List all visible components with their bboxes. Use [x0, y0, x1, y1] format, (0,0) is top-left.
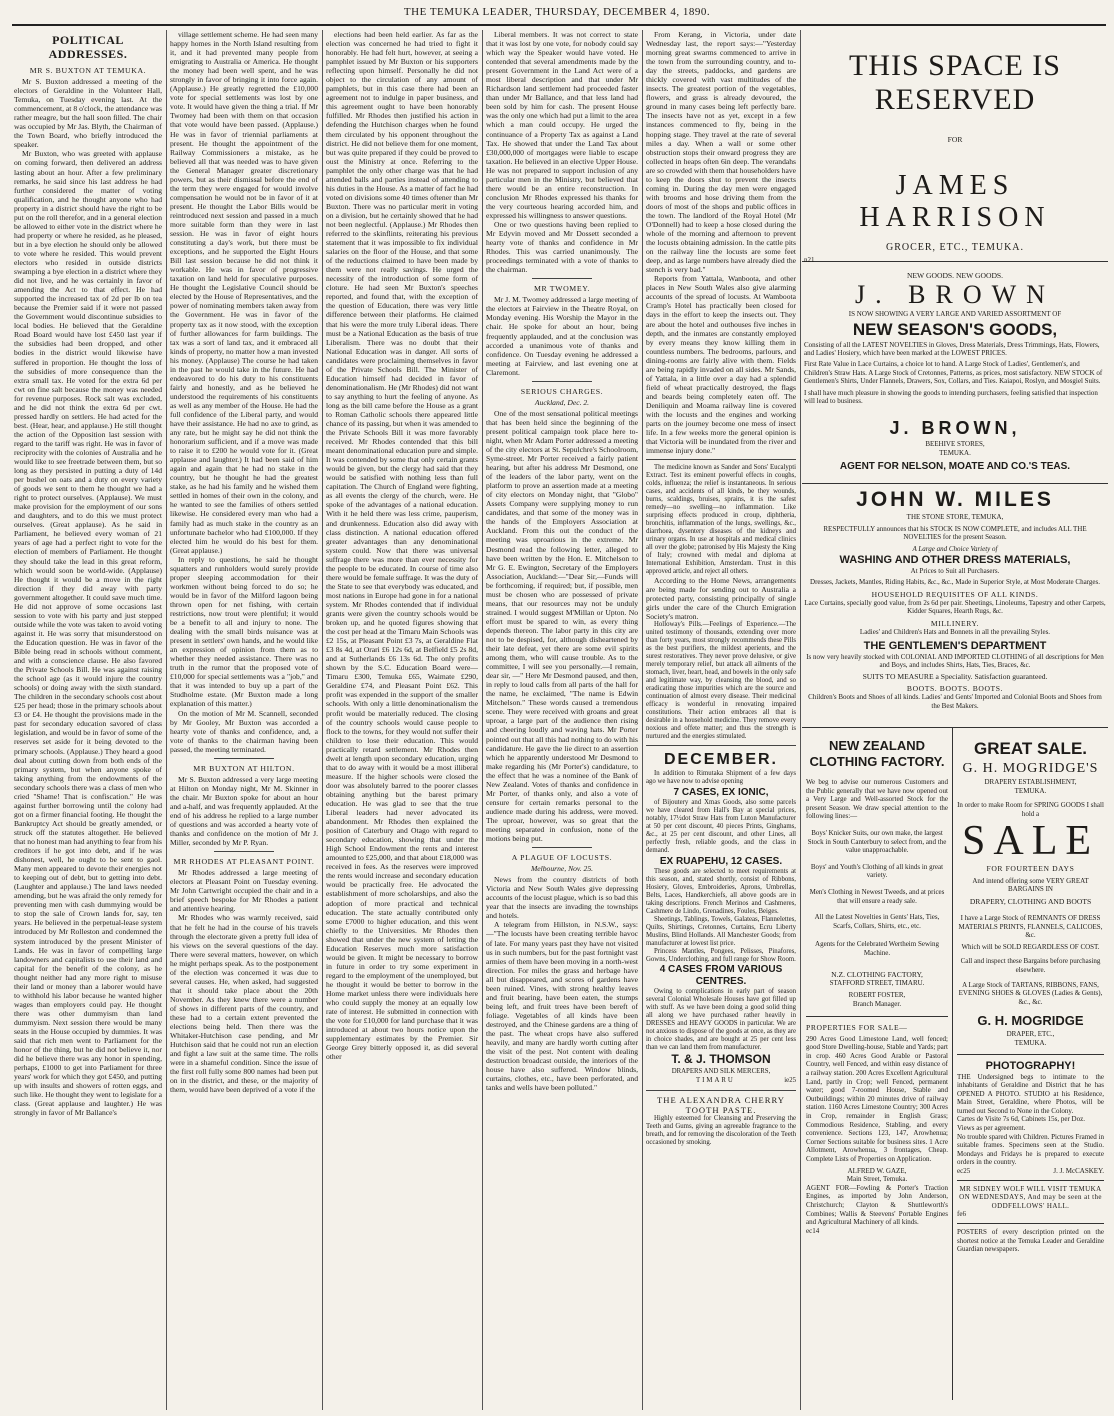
column-rule	[482, 30, 483, 1410]
article-paragraph: On the motion of Mr M. Scannell, seconded by Mr Gooley, Mr Buxton was accorded a hearty vote of thanks and confidence, and, a vote of thanks to the chairman having been passed, the meeting terminated.	[170, 708, 318, 754]
sidney-text: MR SIDNEY WOLF WILL VISIT TEMUKA ON WEDNESDAYS, And may be seen at the ODDFELLOWS' HALL.	[959, 1184, 1102, 1210]
december-intro: In addition to Rimutaka Shipment of a few days ago we have now to advise opening	[646, 770, 796, 786]
article-paragraph: Mr S. Buxton addressed a very large meeting at Hilton on Monday night, Mr M. Skinner in the chair. Mr Buxton spoke for about an hour and a-half, and was frequently applauded. At the end of his address he replied to a large number of questions and was accorded a hearty vote of thanks and confidence on the motion of Mr J. Miller, seconded by Mr P. Ryan.	[170, 774, 318, 848]
article-paragraph: elections had been held earlier. As far as the election was concerned he had tried to fight it honorably. He had felt hurt, however, at seeing a pamphlet issued by Mr Buxton or his supporters reflecting upon himself. Personally he did not object to the circulation of any amount of pamphlets, but in this case there had been an agreement not to indulge in paper business, and this agreement ought to have been honorably fulfilled. Mr Rhodes then justified his action in defending the Hutchison charges when he found them circulated by his opponent throughout the district. He did not believe them for one moment, but was quite prepared if they could be proved to oust the Ministry at once. Referring to the pamphlet the only other charge was that he had attended balls and parties instead of attending to his duties in the House. As a matter of fact he had voted on divisions some 40 times oftener than Mr Buxton. There was no particular merit in voting on a division, but he certainly showed that he had not been neglectful. (Applause.) Mr Rhodes then referred to the skinflints, reiterating his previous statement that it was impossible to fix individual salaries on the floor of the House, and that some of the reductions claimed to have been made by them were not really savings. He urged the necessity of the introduction of some form of cloture. He had seen Mr Buxton's speeches reported, and found that, with the exception of the question of Education, there was very little difference between their platforms. He claimed that his were the more truly Liberal ideas. There must be a National Education as the basis of true Liberalism. There was no doubt that their National Education was in danger. All sorts of candidates were proclaiming themselves in favor of the Private Schools Bill. The Minister of Education himself had decided in favor of denominationalism. He (Mr Rhodes) did not want to say anything to hurt the feeling of anyone. As long as the bill came before the House as a grant to Roman Catholic schools there appeared little chance of its passing, but when it was amended to the Private Schools Bill it was more favorably received. Mr Rhodes contended that this bill meant denominational education pure and simple. It was contended by some that only certain grants would be given, but the clergy had said that they would be satisfied with nothing less than full capitation. The Church of England were fighting, as all events the clergy of the church, were. He spoke of the advantages of a national education. With it he held there was less crime, pauperism, and drunkenness. Education also did away with class distinction. A national education offered greater advantages than any denominational system could. Now that there was universal suffrage there was more than ever necessity for the people to be educated. In course of time also there would be female suffrage. It was the duty of the State to see that everybody was educated, and most nations in Europe had gone in for a national system. Mr Rhodes contended that if individual grants were given the country schools would be broken up, and he quoted figures showing that the cost per head at the Timaru Main Schools was £2 15s, at Pleasant Point £3 7s, at Geraldine Flat £3 8s 4d, at Orari £6 12s 6d, at Belfield £5 2s 8d, and at Sutherlands £6 13s 6d. The only profits shown by the S.C. Education Board were—Timaru £300, Temuka £65, Waimate £290, Geraldine £74, and Pleasant Point £62. This profit was expended in the support of the smaller schools. With only a little denominationalism the profit would be materially reduced. The closing of the country schools would cause people to flock to the towns, for they would not suffer their children to lose their education. This would practically retard settlement. Mr Rhodes then dwelt at length upon secondary education, urging that to do away with it would be a most illiberal measure. If the higher schools were closed the door was absolutely barred to the poorer classes obtaining anything but the barest primary education. He was glad to see that the true Liberal leaders had never advocated its abandonment. Mr Rhodes then explained the position of Caterbury and Otago with regard to secondary education, showing that under the High School Endowment the rents and interest amounted to £25,000, and that about £18,000 was received in fees. As the reserves were improved the rents would increase and secondary education would be practically free. He advocated the establishment of more scholarships, and also the adoption of more practical and technical education. The state actually contributed only some £7000 to higher education, and this went chiefly to the Universities. Mr Rhodes then showed that under the new system of letting the Education Reserves much more satisfaction would be given. It might be necessary to borrow in future in order to try some experiment in regard to the employment of the unemployed, but he thought it would be better to borrow in the Home market unless there were individuals here who could supply the money at an equally low rate of interest. He submitted in connection with the vote for £10,000 for land purchase that it was introduced at about two hours notice upon the supplementary estimates by the Premier. Sir George Grey bitterly opposed it, as did several other	[326, 30, 478, 1062]
sale-word: SALE	[962, 818, 1099, 865]
article-heading: MR RHODES AT PLEASANT POINT.	[173, 857, 315, 867]
properties-agent-street: Main Street, Temuka.	[846, 1175, 908, 1184]
nzc-close-street: STAFFORD STREET, TIMARU.	[829, 978, 925, 987]
article-paragraph: Reports from Yattala, Wanboota, and other places in New South Wales also give alarming accounts of the spread of locusts. At Wamboota Cramp's Hotel has practically been closed for days in the effort to keep the insects out. They are about the hotel and outhouses five inches in depth, and the inmates are constantly employed by every means they know killing them in countless numbers. The bedrooms, parlours, and dining-rooms are fairly alive with them. Fields are being rapidly invaded on all sides. Mr Sands, of Yattala, in a little over a day had a splendid field of wheat practically destroyed, the flags and beards being completely eaten off. The Deniliquin and Moama railway line is covered with the locusts and the engines and working parts on the journey become one mess of insect life. In a few weeks more the general opinion is that Victoria will be inundated from the river and immense injury done."	[646, 274, 796, 456]
divider	[646, 459, 796, 460]
cases-heading: 4 CASES FROM VARIOUS CENTRES.	[659, 964, 783, 988]
column-rule	[322, 30, 323, 1410]
dateline: Auckland, Dec. 2.	[534, 397, 590, 407]
sale-drapery: DRAPERY, CLOTHING AND BOOTS	[969, 896, 1092, 906]
sale-sold: Which will be SOLD REGARDLESS OF COST.	[961, 942, 1100, 951]
cherry-text: Highly esteemed for Cleansing and Preserving the Teeth and Gums, giving an agreeable fragrance to the breath, and for removing the discoloration of the Teeth occasioned by smoking.	[646, 1114, 796, 1146]
column-3	[326, 30, 478, 1410]
mogridge-advert	[953, 728, 1108, 1400]
nzc-line: Agents for the Celebrated Wertheim Sewing Machine.	[815, 940, 939, 957]
miles-suits: SUITS TO MEASURE a Speciality. Satisfaction guaranteed.	[862, 671, 1048, 681]
article-heading: SERIOUS CHARGES.	[520, 386, 604, 396]
divider	[532, 381, 593, 382]
brown2-name: J. BROWN,	[889, 417, 1021, 438]
advert-code: fe6	[957, 1210, 966, 1219]
article-paragraph: Mr Buxton, who was greeted with applause on coming forward, then delivered an address lasting about an hour. After a few preliminary remarks, he said since his last address he had further considered the matter of voting qualification, and he thought anyone who had property in a district should have the right to be put on the roll therefor, and in a general election be allowed to either vote in the district where he had property or where he resided, as he pleased, but in a bye election he should only be allowed to vote where he resided. This would prevent electors who resided in outside districts swamping a bye election in a district where they did not live, and he was certainly in favor of amending the Act to that effect. He had supported the increased tax of 2d per lb on tea because the Premier said if it were not passed the Government would discontinue subsidies to local bodies. He believed that the Geraldine Road Board would have lost £450 last year if the subsidies had been dropped, and other bodies in the district would likewise have suffered in proportion. He thought the loss of the subsidies of more consequence than the extra small tax. He voted for the extra 6d per cwt on fine salt because the money was needed for revenue purposes. Rock salt was excluded, and he did not think the extra 6d per cwt. pressed hardly on settlers. He had acted for the best. (Hear, hear, and applause.) He still thought the action of the Opposition last session with regard to the tariff was right. He was in favor of reciprocity with the colonies of Australia and he would like to see freetrade between them, but so long as they persisted in putting a duty of 14d per bushel on oats and a duty on every variety of goods we sent to them he thought we had a right to protect ourselves. (Applause). We must make provision for the employment of our sons and daughters, and to do this we must protect ourselves. (Great applause). As he said in Parliament, he believed every woman of 21 years of age had a perfect right to vote for the election of members of Parliament. He thought they should take the lead in this great reform, which would soon be world-wide. (Applause) He thought it would be a move in the right direction if they did away with party government altogether. It could save much time. He did not approve of some occasions last session to vote with his party and just stepped outside while the vote was taken to avoid voting against it. He was sorry that misunderstood on the Education question. He was in favor of the Bible being read in schools without comment, and with a conscience clause. He also favored the Private Schools Bill. He was against raising the school age (as it would injure the country schools) or doing away with the sixth standard. The children in the secondary schools cost about £25 per head; those in the primary schools about £3 or £4. He thought the provisions made in the past for secondary education savored of class legislation, and would be in favor of some of the reserves set aside for it being devoted to the primary schools. (Applause.) They heard a good deal about cutting down from both ends of the primary system, but when anyone spoke of taking anything from the endowments of the secondary schools there was a class of men who cried "Shame! That is confiscation." He was against further borrowing until the colony had got on a firmer financial footing. He thought the Bankruptcy Act should be greatly amended, or struck off the statutes altogether. He believed that no honest man had anything to fear from his creditors if he got into debt, and if he was dishonest, well, he ought to be sent to gaol. Many men appeared to devote their energies not to keeping out of debt, but to getting into debt. (Laughter and applause.) The land laws needed amending, but he was afraid the only remedy for preventing men with cash dummying would be to stop the sale of Crown lands for, say, ten years. He believed in the perpetual-lease system introduced by Mr Rolleston and condemned the system introduced by the present Minister of Lands. He was in favor of compelling large landowners and capitalists to use their land and capital for the benefit of the colony, as he thought neither had any more right to misuse their land or money than a laborer would have to withhold his labor because he wanted higher wages than employers could pay. He thought there was other dummyism than land dummyism. Next session there would be many seats in the House occupied by dummies. It was said that rich men went to Parliament for the honor of the thing, but he did not believe it, nor did he believe there was any honor in spending, perhaps, £1000 to get into Parliament for three years' work for which they got £450, and putting up with insults and showers of rotten eggs, and such like. He thought they went to legislate for a class. (Great applause and laughter.) He was strongly in favor of Mr Ballance's	[14, 149, 162, 1118]
sale-place: TEMUKA.	[1014, 786, 1047, 795]
masthead-rule	[12, 24, 1106, 26]
cases-text: Owing to complications in early part of season several Colonial Wholesale Houses have got filled up with stuff. As we have been doing a good solid thing all along we have purchased rather heavily in DRESSES and HEAVY GOODS in particular. We are not anxious to dispose of the goods at once, as they are in choice shades, and are bought at 25 per cent less than we can land them from manufacturer.	[646, 988, 796, 1052]
nzc-line: All the Latest Novelties in Gents' Hats, Ties, Scarfs, Collars, Shirts, etc., etc.	[814, 913, 940, 930]
advert-code: ie25	[784, 1077, 796, 1085]
article-paragraph: In reply to questions, he said he thought squatters and runholders would surely provide proper sleeping accommodation for their workmen without being forced to do so; he would be in favor of the Milford lagoon being thrown open for net fishing, with certain restrictions, now trout were plentiful; it would be a benefit to all and injury to none. The dealing with the small birds nuisance was at present in settlers' own hands, and he would like an expression of opinion from them as to whether they needed assistance. There was no truth in the rumor that the proposed vote of £10,000 for special settlements was a "job," and that it was intended to buy up a part of the Studholme estate. (Mr Buxton made a long explanation of this matter.)	[170, 554, 318, 709]
thomson-name: T. & J. THOMSON	[671, 1052, 771, 1067]
article-heading: MR BUXTON AT HILTON.	[193, 763, 295, 773]
miles-variety: A Large and Choice Variety of	[912, 544, 998, 553]
cases-heading: 7 CASES, EX IONIC,	[673, 787, 769, 799]
article-paragraph: From Kerang, in Victoria, under date Wednesday last, the report says:—"Yesterday morning great swarms commenced to arrive in the town from the surrounding country, and to-day the streets, paddocks, and gardens are thickly covered with vast multitudes of the insects. The greatest portion of the vegetables, flowers, and grass is already devoured, the ground in many cases being left perfectly bare. The insects have not as yet, except in a few instances commenced to fly, being in the hopping stage. They travel at the rate of several miles a day. When a wall or some other obstruction stops their onward progress they are collected in heaps often 6in deep. The verandahs are so crowded with them that householders have to keep the doors shut to prevent the insects coming in. During the day men were engaged with brooms and hose driving them from the doors of most of the shops and public offices in the town. The landlord of the Royal Hotel (Mr O'Donnell) had to keep a hose closed during the whole of the morning and afternoon to prevent the locusts obtaining admission. In the cattle pits on the railway line the locusts are some feet deep, and as large numbers have already died the stench is very bad."	[646, 30, 796, 275]
column-5	[646, 30, 796, 1410]
nzc-close-role: Branch Manager.	[852, 999, 902, 1008]
brown-close: I shall have much pleasure in showing the goods to intending purchasers, feeling satisfied that inspection will lead to business.	[804, 388, 1098, 406]
column-4	[486, 30, 638, 1410]
properties-agent-text: AGENT FOR—Fowling & Porter's Traction Engines, as imported by John Anderson, Christchurch; Clayton & Shuttleworth's Combines; Wallis & Steevens' Portable Engines and Agricultural Machinery of all kinds.	[806, 1183, 948, 1227]
miles-washing: WASHING AND OTHER DRESS MATERIALS,	[839, 554, 1071, 567]
miles-lace: Lace Curtains, specially good value, from 2s 6d per pair. Sheetings, Linoleums, Tapestry and other Carpets, Kidder Squares, Hearth Rugs, &c.	[804, 598, 1106, 616]
photo-prices: Cartes de Visite 7s 6d, Cabinets 15s, per Doz. Views as per agreement.	[957, 1115, 1085, 1133]
advertisements-column	[802, 30, 1108, 1410]
section-title: POLITICAL ADDRESSES.	[48, 33, 128, 61]
cases-text: Princess Mantles, Pongees, Pelisses, Pinafores, Gowns, Underclothing, and full range for Show Room.	[646, 948, 796, 964]
cherry-title: THE ALEXANDRA CHERRY TOOTH PASTE.	[657, 1094, 785, 1115]
divider	[532, 278, 593, 279]
photo-name: J. J. McCASKEY.	[1053, 1167, 1104, 1176]
harrison-trade: GROCER, ETC., TEMUKA.	[885, 242, 1025, 254]
advert-code: n21	[804, 256, 815, 265]
article-paragraph: village settlement scheme. He had seen many happy homes in the North Island resulting from it, and it had prevented many people from emigrating to Australia or America. He thought the money had been well spent, and he was strongly in favor of bringing it into force again. (Applause.) He greatly regretted the £10,000 vote for special settlements was lost by one vote. It would have given the thing a trial. If Mr Twomey had been with them on that occasion that vote would have been passed. (Applause.) He was in favor of triennial parliaments at present. He thought the appointment of the Railway Commissioners a mistake, as he believed all that was needed was to have given the General Manager greater discretionary powers, but as their dismissal before the end of the term they were engaged for would involve compensation he would not be in favor of it at present. He thought the Labor Bills would be reintroduced next session and passed in a much more suitable form than they were in last session. He was in favor of eight hours constituting a day's work, but there must be exceptions, and he supported the Eight Hours Bill last session because he did not think it workable. He was in favor of progressive taxation on land held for speculative purposes. He thought the Legislative Council should be elected by the House of Representatives, and the power of nominating members taken away from the Government. He was in favor of the property tax as it now stood, with the exception of further allowances for farm buildings. The tax was a sort of land tax, and it embraced all kinds of property, no matter how a man invested his money. (Applause) The course he had taken in the past he would take in the future. He had endeavored to do his duty to his constituents fairly and honestly, and as he believed he understood the requirements of his constituents as well as any member of the House. He had the full confidence of the Liberal party, and would have their assistance. He had no axe to grind, as any rate, but he might say he did not think the honorarium sufficient, and if a move was made to raise it to £200 he would vote for it. (Great applause and laughter.) It had been said of him again and again that he had no stake in the country, but he thought he had the greatest stake, as he had his family and he wished them settled in homes of their own in the colony, and he wanted to see the families of others settled likewise. He considered every man who had a family had as much stake in the country as an unfortunate bachelor who had £100,000. If they elected him he would do his best for them. (Great applause.)	[170, 30, 318, 555]
article-paragraph: Mr S. Buxton addressed a meeting of the electors of Geraldine in the Volunteer Hall, Temuka, on Tuesday evening last. At the commencement, at 8 o'clock, the attendance was rather meagre, but the hall soon filled. The chair was occupied by Mr Jas. Blyth, the Chairman of the Town Board, who briefly introduced the speaker.	[14, 77, 162, 150]
column-1	[14, 30, 162, 1410]
advert-code: ec25	[957, 1167, 971, 1176]
advert-paragraph: Holloway's Pills.—Feelings of Experience.—The united testimony of thousands, extending over more than forty years, most strongly recommends these Pills as the best purifiers, the mildest aperients, and the surest restoratives. They never prove delusive, or give merely temporary relief, but attack all ailments of the stomach, liver, heart, head, and bowels in the only safe and legitimate way, by cleansing the blood, and so eradicating those impurities which are the source and continuation of almost every disease. Their medicinal efficacy is wonderful in renovating impaired constitutions. Their action embraces all that is desirable in a household medicine. They remove every noxious and offete matter; and thus the strength is nurtured and the energies stimulated.	[646, 621, 796, 741]
cases-heading: EX RUAPEHU, 12 CASES.	[659, 856, 783, 868]
miles-boots-text: Children's Boots and Shoes of all kinds. Ladies' and Gents' Imported and Colonial Boots and Shoes from the Best Makers.	[808, 693, 1102, 710]
photo-title: PHOTOGRAPHY!	[985, 1059, 1076, 1072]
column-2	[170, 30, 318, 1410]
december-title: DECEMBER.	[663, 751, 778, 769]
divider	[957, 1223, 1104, 1224]
brown-headline: NEW SEASON'S GOODS,	[852, 319, 1058, 339]
divider	[214, 758, 273, 759]
miles-millinery: MILLINERY.	[930, 618, 980, 628]
nzc-line: Boys' and Youth's Clothing of all kinds in great variety.	[810, 862, 944, 880]
nzc-title: NEW ZEALAND CLOTHING FACTORY.	[809, 738, 945, 769]
article-paragraph: One of the most sensational political meetings that has been held since the beginning of the present political campaign took place here to-night, when Mr Adam Porter addressed a meeting of the city electors at St. Sepulchre's Schoolroom, Syme-street. Mr Porter received a fairly patient hearing, but after his address Mr Desmond, one of the leaders of the labor party, went on the platform to prove an assertion made at a meeting of city electors on Monday night, that "Globo" Assets Company were supplying money to run candidates, and that some of the money was in the hands of the Employers Association at Auckland. From this out the conduct of the meeting was uproarious in the extreme. Mr Desmond read the following letter, alleged to have been written by the Hon. E. Mitchelson to Mr G. E. Ewington, Secretary of the Employers Association, Auckland:—"Dear Sir,—Funds will be forthcoming, if required; but, if possible, men must be chosen who are possessed of private means, that our resources may not be unduly strained. I would suggest M'Millan or Upton. No effort must be spared to win, as every thing depends thereon. The labor party in this city are not to be despised, for, although disheartened by their late defeat, yet there are some evil spirits among them, who will cause trouble. As to the committee, I will see you personally.—I remain, dear sir, —" Here Mr Desmond paused, and then, in reply to loud calls from all parts of the hall for the name, he exclaimed, "The name is Edwin Mitchelson." These words caused a tremendous scene. They were received with groans and great uproar, a large part of the audience then rising and cheering loudly and waving hats. Mr Porter pointed out that all this had nothing to do with his candidature. He gave the lie direct to an assertion which he apparently understood Mr Desmond to make regarding his (Mr Porter's) candidature, to the effect that he was a nominee of the Bank of New Zealand. Votes of thanks and confidence in Mr Porter, of thanks only, and also a vote of censure for certain remarks personal to the audience made during his address, were moved. The uproar, however, was so great that the meeting separated in confusion, none of the motions being put.	[486, 408, 638, 844]
miles-text: RESPECTFULLY announces that his STOCK IS NOW COMPLETE, and includes ALL THE NOVELTIES for the present Season.	[823, 524, 1087, 542]
sale-name: G. H. MOGRIDGE'S	[962, 761, 1099, 776]
article-heading: A PLAGUE OF LOCUSTS.	[511, 853, 613, 863]
article-paragraph: Liberal members. It was not correct to state that it was lost by one vote, for nobody could say which way the Speaker would have voted. He contended that several amendments made by the present Government in the Land Act were of a most liberal description and that under Mr Richardson land settlement had proceeded faster than under Mr Ballance, and that less land had been sold by him for cash. The present House was the only one which had put a limit to the area which a man could occupy. He urged the continuance of a Property Tax as against a Land Tax. He showed that under the Land Tax about £30,000,000 of mortgages were liable to escape taxation. He believed in an elective Upper House. He was not prepared to support inclusion of any particular men in the Ministry, but believed that there would be an entire reconstruction. In conclusion Mr Rhodes expressed his thanks for the very courteous hearing accorded him, and expressed his willingness to answer questions.	[486, 30, 638, 220]
article-paragraph: News from the country districts of both Victoria and New South Wales give depressing accounts of the locust plague, which is so bad this year that the insects are invading the townships and hotels.	[486, 875, 638, 921]
photo-text: THE Undersigned begs to intimate to the inhabitants of Geraldine and District that he has OPENED A PHOTO. STUDIO at his Residence, Main Street, Geraldine, where Photos, will be turned out Second to None in the Colony.	[957, 1072, 1104, 1115]
sale-sub: DRAPERY ESTABLISHMENT,	[984, 778, 1077, 786]
column-rule	[166, 30, 167, 1410]
nzc-close: N.Z. CLOTHING FACTORY,	[831, 969, 923, 979]
harrison-advert	[802, 30, 1108, 265]
miles-dresses: Dresses, Jackets, Mantles, Riding Habits, &c., &c., Made in Superior Style, at Most Moderate Charges.	[810, 577, 1100, 586]
brown-lines: First Rate Value in Lace Curtains, a choice lot to hand. A Large Stock of Ladies', Gentlemen's, and Children's Straw Hats. A Large Stock of Cretonnes, Patterns, as prices, most satisfactory. NEW STOCK of Gentlemen's Shirts, Under Flannels, Drawers, Sox, Collars, and Ties. Kaiapoi, Roslyn, and Mosgiel Suits.	[804, 359, 1103, 386]
column-rule	[800, 30, 801, 1410]
miles-washing-sub: At Prices to Suit all Purchasers.	[910, 567, 1000, 576]
nzc-line: Boys' Knicker Suits, our own make, the largest Stock in South Canterbury to select from, and the value unapproachable.	[807, 828, 947, 855]
photo-note: No trouble spared with Children. Pictures Framed in suitable frames. Specimens seen at the Studio. Mondays and Fridays he is prepared to execute orders in the country.	[957, 1132, 1104, 1167]
sale-intro: In order to make Room for SPRING GOODS I shall hold a	[957, 801, 1104, 818]
divider	[957, 1054, 1104, 1055]
posters-text: POSTERS of every description printed on the shortest notice at the Temuka Leader and Geraldine Guardian newspapers.	[957, 1228, 1104, 1254]
sale-call: Call and inspect these Bargains before purchasing elsewhere.	[960, 957, 1101, 974]
nzc-close-name: ROBERT FOSTER,	[848, 991, 906, 1000]
properties-agent: ALFRED W. GAZE,	[847, 1166, 907, 1175]
miles-advert	[802, 484, 1108, 728]
advert-code: ec14	[806, 1226, 820, 1235]
dateline: Melbourne, Nov. 25.	[530, 864, 594, 874]
advert-paragraph: The medicine known as Sander and Sons' Eucalypti Extract. Test its eminent powerful effects in coughs, colds, influenza; the relief is instantaneous. In serious cases, and accidents of all kinds, be they wounds, burns, scaldings, bruises, sprains, it is the safest remedy—no swelling—no inflammation. Like surprising effects produced in croup, diphtheria, bronchitis, inflammation of the lungs, swellings, &c., diarrhoea, dysentery diseases of the kidneys and urinary organs. In use at hospitals and medical clinics all over the globe; patronised by His Majesty the King of Italy; crowned with medal and diploma at International Exhibition, Amsterdam. Trust in this approved article, and reject all others.	[646, 464, 796, 576]
brown2-place: TEMUKA.	[939, 448, 971, 457]
brown2-agent: AGENT FOR NELSON, MOATE AND CO.'S TEAS.	[839, 461, 1071, 473]
article-paragraph: Mr Rhodes who was warmly received, said that he felt he had in the course of his travels through the electorate given a pretty full idea of his views on the several questions of the day. There were several matters, however, on which he might perhaps speak. As to the postponement of the election was concerned it was due to several causes. He, when asked, had suggested that it should take place about the 20th November. As they knew there were a number of shows in different parts of the country, and these had to a certain extent prevented the elections being held. Then there was the Whitaker-Hutchison case pending, and Mr Hutchison said that he could not run an election and fight a law suit at the same time. The rolls were in a shameful condition. Since the issue of the first roll fully some 800 names had been put on in the district, and these, or the majority of them, would have been deprived of a vote if the	[170, 913, 318, 1095]
article-paragraph: One or two questions having been replied to Mr Edyvin moved and Mr Dossett seconded a hearty vote of thanks and confidence in Mr Rhodes. This was carried unanimously. The proceedings terminated with a vote of thanks to the chairman.	[486, 219, 638, 275]
sale-remnants: I have a Large Stock of REMNANTS OF DRESS MATERIALS PRINTS, FLANNELS, CALICOES, &c.	[958, 913, 1103, 940]
sale-great: GREAT SALE.	[973, 739, 1088, 758]
article-paragraph: According to the Home News, arrangements are being made for sending out to Australia a protected party, consisting principally of single girls under the care of the Church Emigration Society's matron.	[646, 576, 796, 622]
miles-name: JOHN W. MILES	[856, 488, 1054, 511]
article-paragraph: Mr Rhodes addressed a large meeting of electors at Pleasant Point on Tuesday evening. Mr John Cartwright occupied the chair and in a brief speech bespoke for Mr Rhodes a patient and attentive hearing.	[170, 868, 318, 914]
reserved-for: FOR	[947, 135, 963, 144]
properties-title: PROPERTIES FOR SALE—	[806, 1023, 908, 1033]
article-paragraph: Mr J. M. Twomey addressed a large meeting of the electors at Fairview in the Theatre Royal, on Monday evening. His Worship the Mayor in the chair. He spoke for about an hour, being frequently applauded, and at the conclusion was accorded a unanimous vote of thanks and confidence. On Tuesday evening he addressed a meeting at Fairview, and last evening one at Claremont.	[486, 295, 638, 377]
sale-ribbons: A Large Stock of TARTANS, RIBBONS, FANS, EVENING SHOES & GLOVES (Ladies & Gents), &c., &c.	[958, 980, 1103, 1006]
properties-text: 290 Acres Good Limestone Land, well fenced; good Store Dwelling-house, Stable and Yards; part in crop. 460 Acres Good Arable or Pastoral Country, well Fenced, and within easy distance of a railway station. 200 Acres Excellent Agricultural Land, partly in Crop; well Fenced, permanent water; good 7-roomed House, Stable and Outbuildings; within 20 minutes drive of railway station. 1160 Acres Limestone Country; 300 Acres in Crop, remainder in English Grass; Commodious Residence, Stabling, and every convenience. Sections 123, 147, Arowhenua; Corner Sections suitable for business sites. 1 Acre Allotment, Arowhenua, 3 frontages, Cheap. Complete Lists of Properties on Application.	[806, 1034, 948, 1163]
divider	[214, 851, 273, 852]
sale-close-place: TEMUKA.	[1014, 1038, 1047, 1047]
column-rule	[642, 30, 643, 1410]
nzc-text: We beg to advise our numerous Customers and the Public generally that we have now opened out a Very Large and Well-assorted Stock for the present Season. We draw special attention to the following lines:—	[806, 778, 948, 821]
divider	[806, 1016, 948, 1017]
sale-fortnight: FOR FOURTEEN DAYS	[986, 864, 1075, 874]
thomson-place: TIMARU	[696, 1077, 735, 1085]
divider	[646, 745, 796, 746]
brown-top: NEW GOODS. NEW GOODS.	[906, 271, 1004, 280]
sale-offer: And intend offering some VERY GREAT BARGAINS IN	[972, 876, 1089, 894]
thomson-sub: DRAPERS AND SILK MERCERS,	[671, 1068, 771, 1076]
masthead: THE TEMUKA LEADER, THURSDAY, DECEMBER 4, 1890.	[403, 6, 711, 18]
divider	[532, 847, 593, 848]
miles-household: HOUSEHOLD REQUISITES OF ALL KINDS.	[871, 589, 1039, 599]
divider	[957, 1180, 1104, 1181]
lower-ads	[802, 728, 1108, 1400]
brown2-sub: BEEHIVE STORES,	[925, 439, 985, 448]
miles-gentlemen-text: Is now very heavily stocked with COLONIAL AND IMPORTED CLOTHING of all descriptions for Men and Boys, and includes Shirts, Hats, Ties, Braces, &c.	[806, 652, 1104, 670]
divider	[646, 1090, 796, 1091]
cases-text: Sheetings, Tablings, Towels, Galateas, Flannelettes, Quilts, Shirtings, Cretonnes, Curtains, Ecru Liberty Muslins, Blind Hollands. All Manchester Goods; from manufacturer at lowest list price.	[646, 916, 796, 948]
brown-line: IS NOW SHOWING A VERY LARGE AND VARIED ASSORTMENT OF	[848, 310, 1062, 319]
article-heading: MR TWOMEY.	[534, 284, 590, 294]
nzc-line: Men's Clothing in Newest Tweeds, and at prices that will ensure a ready sale.	[809, 887, 945, 905]
article-paragraph: A telegram from Hillston, in N.S.W., says:—"The locusts have been creating terrible havoc of late. For many years past they have not visited us in such numbers, but for the past fortnight vast armies of them have been moving in a north-west direction. For miles the grass and herbage have all but disappeared, and scores of gardens have been ruined. Vines, with strong healthy leaves and fruit bearing, have been eaten, the stumps being left, and fruit trees have been bereft of foliage. Vegetables of all kinds have been destroyed, and the Chinese gardens are a thing of the past. The wheat crops have also suffered heavily, and many are hardly worth cutting after the visit of the pest. Not content with dealing destruction broadcast outside, the interiors of the house have also suffered. Window blinds, curtains, clothes, etc., have been perforated, and tanks and wells have been polluted."	[486, 920, 638, 1093]
miles-sub: THE STONE STORE, TEMUKA,	[906, 513, 1004, 521]
miles-gentlemen: THE GENTLEMEN'S DEPARTMENT	[863, 639, 1047, 652]
nz-clothing-advert	[802, 728, 952, 1400]
brown-name: J. BROWN	[855, 280, 1055, 310]
article-heading: MR S. BUXTON AT TEMUKA.	[29, 66, 147, 75]
sale-close: G. H. MOGRIDGE	[977, 1013, 1084, 1029]
sale-close-trade: DRAPER, ETC.,	[1006, 1030, 1055, 1039]
brown-advert	[802, 262, 1108, 484]
miles-millinery-text: Ladies' and Children's Hats and Bonnets in all the prevailing Styles.	[859, 628, 1051, 637]
brown-text: Consisting of all the LATEST NOVELTIES in Gloves, Dress Materials, Dress Trimmings, Hats, Flowers, and Ladies' Hosiery, which have been marked at the LOWEST PRICES.	[804, 340, 1100, 358]
cases-text: These goods are selected to meet requirements at this season, and, stated shortly, consist of Ribbons, Hosiery, Gloves, Embroideries, Aprons, Umbrellas, Belts, Laces, Handkerchiefs, all above goods are in taking descriptions. French Merinos and Cashmeres, Cashmere de Lindo, Grenadines, Foules, Beiges.	[646, 868, 796, 916]
miles-boots: BOOTS. BOOTS. BOOTS.	[906, 684, 1004, 694]
reserved-heading: THIS SPACE IS RESERVED	[849, 49, 1061, 116]
cases-text: of Bijoutery and Xmas Goods, also some parcels we have cleared from Hall's Bay at special prices, notably, 17½dot Straw Hats from Luton Manufacturer at 50 per cent discount, 40 pieces Prints, Ginghams, &c., at 25 per cent discount, and other Lines, all perfectly fresh, reliable goods, and the class in demand.	[646, 799, 796, 855]
harrison-name: JAMES HARRISON	[859, 170, 1051, 234]
